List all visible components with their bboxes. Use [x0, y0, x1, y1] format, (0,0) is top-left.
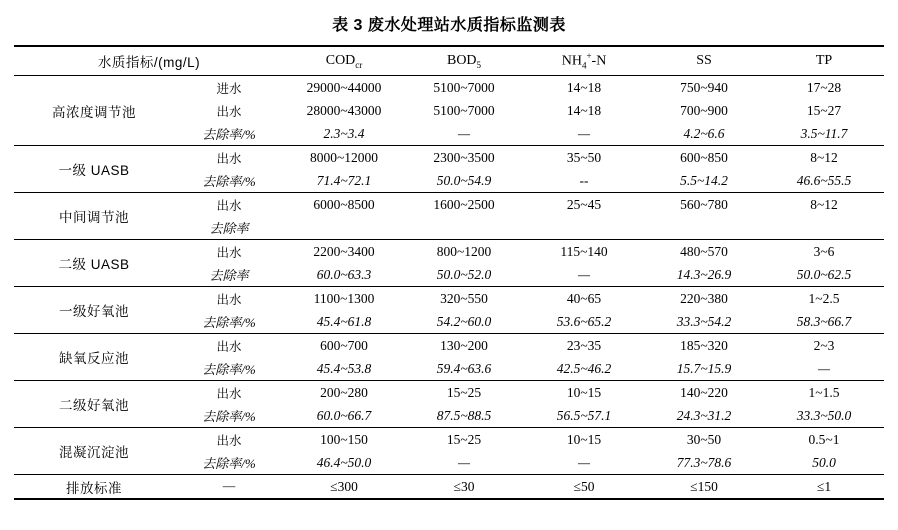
cell-value: 5100~7000 — [433, 79, 495, 95]
header-col-tp: TP — [764, 46, 884, 76]
stage-cell: 缺氧反应池 — [14, 334, 174, 381]
cell-value: 53.6~65.2 — [556, 313, 612, 329]
cell-value: ≤50 — [524, 475, 644, 500]
header-col-ss: SS — [644, 46, 764, 76]
cell-value: 8000~12000 — [284, 146, 404, 170]
cell-value: — — [578, 125, 591, 141]
param-cell: 去除率/% — [202, 456, 256, 471]
cell-value: — — [578, 266, 591, 282]
header-col-nh4n: $NH_4^+-N$ — [524, 46, 644, 76]
param-cell: 去除率/% — [202, 127, 256, 142]
cell-value: 130~200 — [404, 334, 524, 358]
cell-value: 200~280 — [284, 381, 404, 405]
cell-value: 115~140 — [524, 240, 644, 264]
stage-cell: 二级好氧池 — [14, 381, 174, 428]
cell-value — [284, 216, 404, 240]
cell-value: 35~50 — [524, 146, 644, 170]
header-col-cod: $COD_{cr}$ — [284, 46, 404, 76]
cell-value: — — [578, 454, 591, 470]
cell-value: 4.2~6.6 — [683, 125, 725, 141]
cell-value: 40~65 — [524, 287, 644, 311]
cell-value: 60.0~66.7 — [316, 407, 372, 423]
stage-cell: 一级 UASB — [14, 146, 174, 193]
cell-value: 42.5~46.2 — [556, 360, 612, 376]
cell-value: 2300~3500 — [404, 146, 524, 170]
cell-value — [764, 216, 884, 240]
cell-value: -- — [579, 172, 589, 188]
param-cell: 出水 — [174, 334, 284, 358]
cell-value: 15~27 — [806, 102, 842, 118]
cell-value: 3~6 — [764, 240, 884, 264]
cell-value: 100~150 — [284, 428, 404, 452]
cell-value: ≤150 — [644, 475, 764, 500]
cell-value: 1100~1300 — [284, 287, 404, 311]
cell-value: 185~320 — [644, 334, 764, 358]
cell-value: 33.3~54.2 — [676, 313, 732, 329]
cell-value: 45.4~61.8 — [316, 313, 372, 329]
cell-value: 17~28 — [806, 79, 842, 95]
stage-cell: 混凝沉淀池 — [14, 428, 174, 475]
table-body — [14, 76, 884, 500]
cell-value: 28000~43000 — [306, 102, 382, 118]
cell-value: 600~850 — [644, 146, 764, 170]
cell-value: 800~1200 — [404, 240, 524, 264]
cell-value: ≤300 — [284, 475, 404, 500]
header-col-bod: $BOD_5$ — [404, 46, 524, 76]
cell-value: 2.3~3.4 — [323, 125, 365, 141]
cell-value: 0.5~1 — [764, 428, 884, 452]
stage-cell: 排放标准 — [14, 475, 174, 500]
cell-value: 8~12 — [764, 146, 884, 170]
stage-cell: 中间调节池 — [14, 193, 174, 240]
cell-value: — — [458, 454, 471, 470]
param-cell: 去除率/% — [202, 174, 256, 189]
cell-value: 10~15 — [524, 381, 644, 405]
stage-cell: 一级好氧池 — [14, 287, 174, 334]
cell-value: 14.3~26.9 — [676, 266, 732, 282]
stage-cell: 高浓度调节池 — [52, 104, 136, 120]
table-row — [14, 240, 884, 264]
cell-value: 1~2.5 — [764, 287, 884, 311]
param-cell: 出水 — [174, 287, 284, 311]
cell-value: 700~900 — [680, 102, 728, 118]
table-header — [14, 46, 884, 76]
param-cell: 出水 — [174, 428, 284, 452]
table-row — [14, 193, 884, 217]
cell-value: 320~550 — [404, 287, 524, 311]
cell-value: 50.0 — [812, 454, 836, 470]
cell-value: 1600~2500 — [404, 193, 524, 217]
param-cell: 出水 — [216, 104, 242, 119]
cell-value: 3.5~11.7 — [800, 125, 848, 141]
param-cell: — — [174, 475, 284, 500]
cell-value: 15.7~15.9 — [676, 360, 732, 376]
cell-value: 50.0~54.9 — [436, 172, 492, 188]
cell-value: 71.4~72.1 — [316, 172, 372, 188]
cell-value: 87.5~88.5 — [436, 407, 492, 423]
cell-value: 10~15 — [524, 428, 644, 452]
cell-value: 5.5~14.2 — [680, 172, 728, 188]
param-cell: 去除率 — [209, 268, 249, 283]
cell-value — [404, 216, 524, 240]
cell-value: ≤1 — [764, 475, 884, 500]
cell-value: 23~35 — [524, 334, 644, 358]
cell-value: 54.2~60.0 — [436, 313, 492, 329]
cell-value: 15~25 — [404, 381, 524, 405]
table-title: 表 3 废水处理站水质指标监测表 — [332, 17, 566, 34]
header-row-label: 水质指标/(mg/L) — [14, 46, 284, 76]
cell-value: 30~50 — [644, 428, 764, 452]
cell-value — [524, 216, 644, 240]
cell-value: — — [818, 360, 831, 376]
cell-value: 14~18 — [566, 79, 602, 95]
param-cell: 出水 — [174, 381, 284, 405]
table-row — [14, 146, 884, 170]
cell-value: 33.3~50.0 — [796, 407, 852, 423]
cell-value: 750~940 — [680, 79, 728, 95]
table-row — [14, 475, 884, 500]
table-row — [14, 334, 884, 358]
table-row — [14, 381, 884, 405]
header-row — [14, 46, 884, 76]
table-row — [14, 428, 884, 452]
cell-value: 60.0~63.3 — [316, 266, 372, 282]
cell-value: 8~12 — [764, 193, 884, 217]
cell-value: 140~220 — [644, 381, 764, 405]
cell-value: 600~700 — [284, 334, 404, 358]
cell-value: 560~780 — [644, 193, 764, 217]
cell-value: 29000~44000 — [306, 79, 382, 95]
table-row — [14, 76, 884, 100]
cell-value: 14~18 — [566, 102, 602, 118]
water-quality-table — [14, 45, 884, 500]
cell-value: 46.4~50.0 — [316, 454, 372, 470]
table-row — [14, 287, 884, 311]
cell-value: 2200~3400 — [284, 240, 404, 264]
cell-value: 77.3~78.6 — [676, 454, 732, 470]
cell-value: 24.3~31.2 — [676, 407, 732, 423]
param-cell: 去除率/% — [202, 409, 256, 424]
cell-value: 220~380 — [644, 287, 764, 311]
cell-value: 6000~8500 — [284, 193, 404, 217]
stage-cell: 二级 UASB — [14, 240, 174, 287]
param-cell: 出水 — [174, 240, 284, 264]
param-cell: 进水 — [216, 81, 242, 96]
cell-value: 56.5~57.1 — [556, 407, 612, 423]
cell-value: ≤30 — [404, 475, 524, 500]
cell-value: 50.0~52.0 — [436, 266, 492, 282]
cell-value — [644, 216, 764, 240]
param-cell: 出水 — [174, 146, 284, 170]
cell-value: 46.6~55.5 — [796, 172, 852, 188]
param-cell: 去除率/% — [202, 362, 256, 377]
cell-value: 25~45 — [524, 193, 644, 217]
cell-value: 50.0~62.5 — [796, 266, 852, 282]
cell-value: 1~1.5 — [764, 381, 884, 405]
param-cell: 出水 — [174, 193, 284, 217]
param-cell: 去除率 — [209, 221, 249, 236]
cell-value: 59.4~63.6 — [436, 360, 492, 376]
cell-value: 5100~7000 — [433, 102, 495, 118]
cell-value: 58.3~66.7 — [796, 313, 852, 329]
cell-value: 2~3 — [764, 334, 884, 358]
cell-value: 15~25 — [404, 428, 524, 452]
cell-value: — — [458, 125, 471, 141]
cell-value: 480~570 — [644, 240, 764, 264]
param-cell: 去除率/% — [202, 315, 256, 330]
cell-value: 45.4~53.8 — [316, 360, 372, 376]
